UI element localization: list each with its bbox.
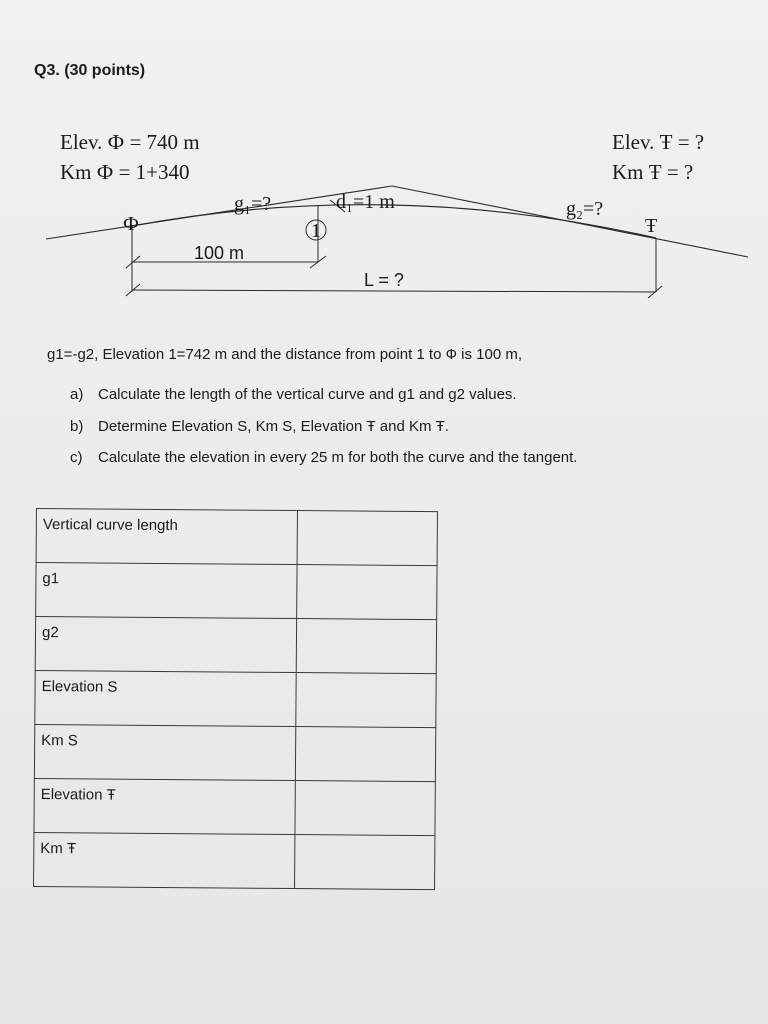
row-label-km-s: Km S bbox=[34, 724, 295, 780]
row-label-elevation-s: Elevation S bbox=[35, 670, 296, 726]
km-right-label: Km Ŧ = ? bbox=[612, 160, 694, 184]
row-label-vertical-curve-length: Vertical curve length bbox=[36, 509, 297, 565]
part-b-label: b) bbox=[70, 418, 84, 435]
table-row bbox=[34, 832, 435, 889]
part-a-text: Calculate the length of the vertical curve and g1 and g2 values. bbox=[98, 386, 517, 403]
part-b bbox=[70, 418, 449, 435]
answer-cell-g2[interactable] bbox=[296, 619, 436, 674]
vertical-curve-diagram bbox=[0, 180, 768, 310]
table-row bbox=[34, 724, 435, 781]
table-row bbox=[35, 670, 436, 727]
g2-label: g₂=? bbox=[566, 198, 604, 220]
table-row bbox=[35, 617, 436, 674]
answer-cell-km-s[interactable] bbox=[295, 727, 435, 782]
g1-label: g₁=? bbox=[234, 193, 272, 215]
part-b-text: Determine Elevation S, Km S, Elevation Ŧ and Km Ŧ. bbox=[98, 418, 449, 435]
question-title: Q3. (30 points) bbox=[34, 62, 146, 79]
given-statement: g1=-g2, Elevation 1=742 m and the distance from point 1 to Ф is 100 m, bbox=[47, 346, 523, 363]
answer-cell-elevation-s[interactable] bbox=[296, 673, 436, 728]
row-label-g1: g1 bbox=[36, 563, 297, 619]
table-row bbox=[36, 563, 437, 620]
answer-cell-g1[interactable] bbox=[297, 565, 437, 620]
elev-left-label: Elev. Ф = 740 m bbox=[60, 130, 200, 154]
answer-cell-vertical-curve-length[interactable] bbox=[297, 511, 437, 566]
elev-right-label: Elev. Ŧ = ? bbox=[612, 130, 705, 154]
part-a-label: a) bbox=[70, 386, 84, 403]
answer-table bbox=[33, 508, 438, 890]
row-label-km-t: Km Ŧ bbox=[34, 832, 295, 888]
point-left-symbol: Ф bbox=[123, 213, 139, 235]
table-row bbox=[36, 509, 437, 566]
row-label-elevation-t: Elevation Ŧ bbox=[34, 778, 295, 834]
part-c-label: c) bbox=[70, 449, 83, 466]
row-label-g2: g2 bbox=[35, 617, 296, 673]
answer-cell-km-t[interactable] bbox=[295, 835, 435, 890]
curve-length-label: L = ? bbox=[364, 270, 404, 290]
km-left-label: Km Ф = 1+340 bbox=[60, 160, 190, 184]
part-c-text: Calculate the elevation in every 25 m for both the curve and the tangent. bbox=[98, 449, 578, 466]
table-row bbox=[34, 778, 435, 835]
dist-100-label: 100 m bbox=[194, 243, 245, 263]
point-right-symbol: Ŧ bbox=[645, 215, 658, 237]
part-c bbox=[70, 449, 577, 466]
dim-L-line bbox=[132, 290, 656, 292]
part-a bbox=[70, 386, 517, 403]
d1-label: d₁=1 m bbox=[336, 191, 395, 213]
show-through-text bbox=[420, 100, 424, 116]
answer-cell-elevation-t[interactable] bbox=[295, 781, 435, 836]
point-one-label: 1 bbox=[311, 220, 321, 242]
